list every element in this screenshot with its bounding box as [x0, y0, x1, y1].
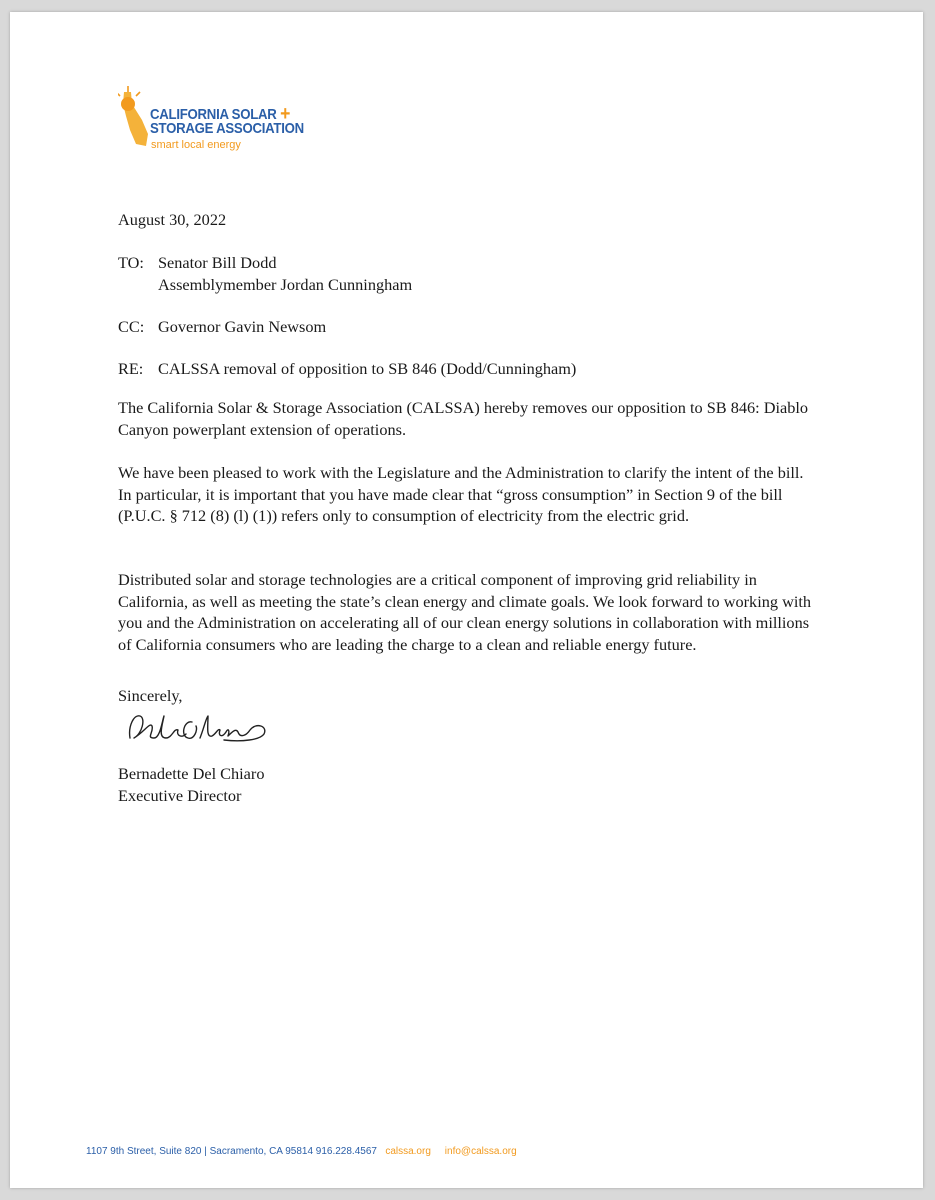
footer-address: 1107 9th Street, Suite 820 | Sacramento, CA 95814 916.228.4567 [86, 1146, 377, 1157]
cc-line [118, 316, 326, 338]
california-sun-icon [118, 82, 152, 152]
logo-line2: STORAGE ASSOCIATION [150, 120, 304, 137]
letterhead-footer [86, 1146, 517, 1157]
re-subject: CALSSA removal of opposition to SB 846 (Dodd/Cunningham) [158, 359, 577, 378]
footer-website[interactable]: calssa.org [385, 1146, 431, 1157]
to-recipient-2: Assemblymember Jordan Cunningham [158, 274, 413, 294]
letter-page [10, 12, 923, 1188]
to-label: TO: [118, 253, 144, 272]
closing: Sincerely, [118, 686, 183, 705]
signer-title: Executive Director [118, 785, 242, 805]
paragraph-2: We have been pleased to work with the Legislature and the Administration to clarify the intent of the bill. In particular, it is important that you have made clear that “gross consumption” in Section 9 of the bill (P.U.C. § 712 (8) (l) (1)) refers only to consumption of electricity from the electric grid. [118, 463, 804, 525]
letter-date: August 30, 2022 [118, 210, 227, 229]
cc-recipient: Governor Gavin Newsom [158, 317, 327, 336]
to-block [118, 252, 412, 295]
footer-email[interactable]: info@calssa.org [444, 1146, 517, 1157]
paragraph-3: Distributed solar and storage technologies are a critical component of improving grid reliability in California, as well as meeting the state’s clean energy and climate goals. We look forward to working with you and the Administration on accelerating all of our clean energy solutions in collaboration with millions of California consumers who are leading the charge to a clean and reliable energy future. [118, 570, 812, 654]
signature [124, 708, 274, 748]
to-recipient-1: Senator Bill Dodd [158, 253, 277, 272]
logo-tagline: smart local energy [151, 139, 241, 151]
cc-label: CC: [118, 317, 145, 336]
signer-name: Bernadette Del Chiaro [118, 764, 265, 783]
logo-line1-text: CALIFORNIA SOLAR [150, 106, 277, 123]
logo-plus: + [280, 103, 291, 125]
paragraph-1: The California Solar & Storage Association (CALSSA) hereby removes our opposition to SB 846: Diablo Canyon powerplant extension of operations. [118, 398, 809, 439]
signer-block [118, 763, 264, 806]
calssa-logo [118, 82, 338, 157]
re-label: RE: [118, 359, 144, 378]
re-line [118, 358, 576, 380]
